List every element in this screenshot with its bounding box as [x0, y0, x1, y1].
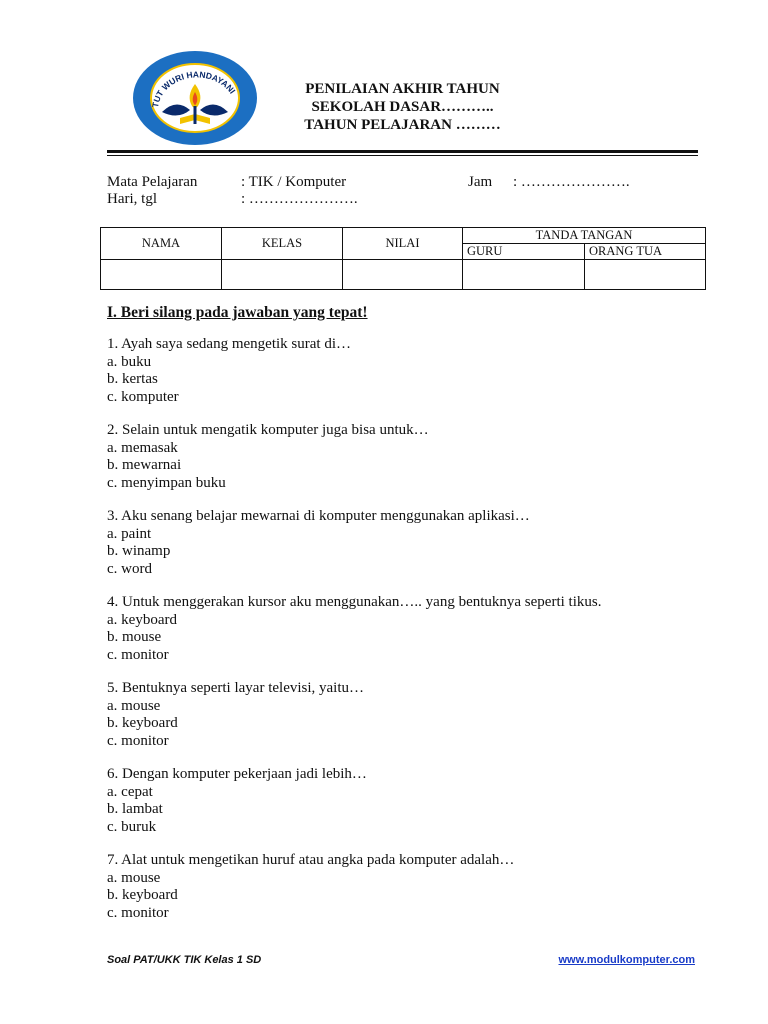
header-tanda-tangan: TANDA TANGAN [463, 228, 706, 244]
question-text: 2. Selain untuk mengatik komputer juga bisa untuk… [107, 422, 429, 438]
question-item [107, 680, 707, 750]
answer-option: a. cepat [107, 783, 153, 800]
footer-caption: Soal PAT/UKK TIK Kelas 1 SD [107, 954, 262, 966]
footer-website-link[interactable]: www.modulkomputer.com [558, 954, 695, 966]
cell-orang-tua[interactable] [585, 260, 706, 290]
subject-label: Mata Pelajaran [107, 174, 198, 190]
question-item [107, 508, 707, 578]
answer-option: a. buku [107, 353, 152, 370]
answer-option: a. keyboard [107, 611, 177, 628]
answer-option: b. keyboard [107, 887, 178, 903]
answer-option: b. keyboard [107, 715, 178, 731]
answer-option: b. mewarnai [107, 457, 182, 473]
question-item [107, 422, 707, 492]
section-title: I. Beri silang pada jawaban yang tepat! [107, 304, 368, 321]
answer-option: c. word [107, 560, 152, 577]
day-label: Hari, tgl [107, 191, 157, 207]
answer-option: c. monitor [107, 646, 169, 663]
cell-guru[interactable] [463, 260, 585, 290]
answer-option: a. mouse [107, 697, 161, 714]
header-divider-thick [107, 150, 698, 153]
question-item [107, 336, 707, 406]
answer-option: a. paint [107, 525, 152, 542]
answer-option: c. menyimpan buku [107, 474, 226, 491]
header-kelas: KELAS [222, 228, 343, 260]
header-guru: GURU [463, 244, 585, 260]
answer-option: a. memasak [107, 439, 178, 456]
question-item [107, 594, 707, 664]
question-text: 1. Ayah saya sedang mengetik surat di… [107, 336, 351, 352]
answer-option: b. winamp [107, 543, 171, 559]
cell-nilai[interactable] [343, 260, 463, 290]
question-text: 7. Alat untuk mengetikan huruf atau angka pada komputer adalah… [107, 852, 515, 868]
question-text: 6. Dengan komputer pekerjaan jadi lebih… [107, 766, 367, 782]
question-item [107, 766, 707, 836]
answer-option: c. komputer [107, 388, 179, 405]
answer-option: c. monitor [107, 904, 169, 921]
title-line-2: SEKOLAH DASAR……….. [311, 99, 494, 115]
question-text: 5. Bentuknya seperti layar televisi, yaitu… [107, 680, 365, 696]
question-text: 4. Untuk menggerakan kursor aku menggunakan….. yang bentuknya seperti tikus. [107, 594, 602, 610]
header-nama: NAMA [101, 228, 222, 260]
question-list [107, 336, 707, 938]
answer-option: b. kertas [107, 371, 158, 387]
cell-kelas[interactable] [222, 260, 343, 290]
subject-value: : TIK / Komputer [241, 174, 347, 190]
title-line-3: TAHUN PELAJARAN ……… [304, 117, 501, 133]
answer-option: a. mouse [107, 869, 161, 886]
cell-nama[interactable] [101, 260, 222, 290]
header-divider-thin [107, 155, 698, 156]
answer-option: b. mouse [107, 629, 162, 645]
title-line-1: PENILAIAN AKHIR TAHUN [305, 81, 500, 97]
question-item [107, 852, 707, 922]
answer-option: c. buruk [107, 818, 157, 835]
question-text: 3. Aku senang belajar mewarnai di komputer menggunakan aplikasi… [107, 508, 530, 524]
answer-option: b. lambat [107, 801, 163, 817]
time-label: Jam [468, 174, 493, 190]
time-value: : …………………. [513, 174, 630, 190]
student-identity-table [100, 227, 706, 290]
answer-option: c. monitor [107, 732, 169, 749]
logo-motto: TUT WURI HANDAYANI [150, 69, 238, 109]
tut-wuri-handayani-logo [132, 50, 258, 146]
document-title [270, 80, 535, 134]
header-orang-tua: ORANG TUA [585, 244, 706, 260]
header-nilai: NILAI [343, 228, 463, 260]
day-value: : …………………. [241, 191, 358, 207]
